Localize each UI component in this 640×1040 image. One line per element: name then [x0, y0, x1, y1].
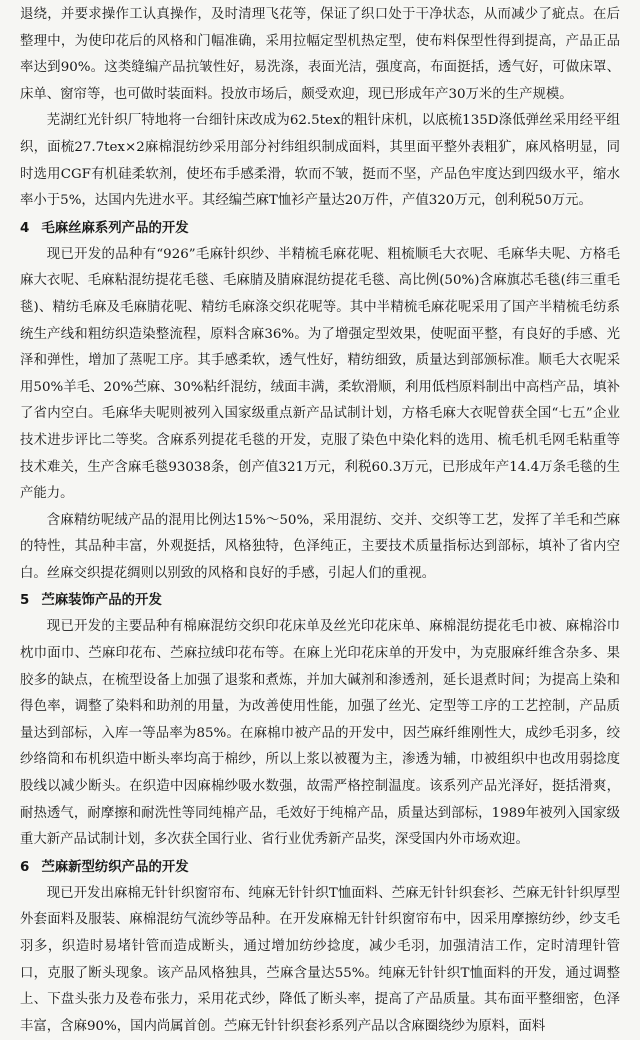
section-heading [20, 587, 620, 614]
section-title: 毛麻丝麻系列产品的开发 [41, 220, 189, 236]
body-paragraph: 退绕，并要求操作工认真操作，及时清理飞花等，保证了织口处于干净状态，从而减少了疵点。在后整理中，为使印花后的风格和门幅准确，采用拉幅定型机热定型，使布料保型性得到提高，产品正品率达到90%。这类缝编产品抗皱性好，易洗涤，表面光洁，强度高，布面挺括，透气好，可做床罩、床单、窗帘等，也可做时装面料。投放市场后，颇受欢迎，现已形成年产30万米的生产规模。 [20, 7, 620, 102]
body-paragraph: 现已开发的品种有“926”毛麻针织纱、半精梳毛麻花呢、粗梳顺毛大衣呢、毛麻华夫呢、方格毛麻大衣呢、毛麻粘混纺提花毛毯、毛麻腈及腈麻混纺提花毛毯、高比例(50%)含麻旗芯毛毯(纬三重毛毯)、精纺毛麻及毛麻腈花呢、精纺毛麻涤交织花呢等。其中半精梳毛麻花呢采用了国产半精梳毛纺系统生产线和粗纺织造染整流程，原料含麻36%。为了增强定型效果，使呢面平整，有良好的手感、光泽和弹性，增加了蒸呢工序。其手感柔软，透气性好，精纺细致，质量达到部颁标准。顺毛大衣呢采用50%羊毛、20%苎麻、30%粘纤混纺，绒面丰满，柔软滑顺，利用低档原料制出中高档产品，填补了省内空白。毛麻华夫呢则被列入国家级重点新产品试制计划，方格毛麻大衣呢曾获全国“七五”企业技术进步评比二等奖。含麻系列提花毛毯的开发，克服了染色中染化料的选用、梳毛机毛网毛粘重等技术难关，生产含麻毛毯93038条，创产值321万元，利税60.3万元，已形成年产14.4万条毛毯的生产能力。 [20, 246, 620, 502]
section-number: 4 [20, 220, 30, 236]
section-title: 苎麻装饰产品的开发 [41, 593, 162, 609]
body-paragraph: 现已开发出麻棉无针针织窗帘布、纯麻无针针织T恤面料、苎麻无针针织套衫、苎麻无针针织厚型外套面料及服装、麻棉混纺气流纱等品种。在开发麻棉无针针织窗帘布中，因采用摩擦纺纱，纱支毛羽多，织造时易堵针管而造成断头，通过增加纺纱捻度，减少毛羽，加强清洁工作，定时清理针管口，克服了断头现象。该产品风格独具，苎麻含量达55%。纯麻无针针织T恤面料的开发，通过调整上、下盘头张力及卷布张力，采用花式纱，降低了断头率，提高了产品质量。其布面平整细密，色泽丰富，含麻90%，国内尚属首创。苎麻无针针织套衫系列产品以含麻圈绕纱为原料，面料 [20, 885, 620, 1034]
body-paragraph: 芜湖红光针织厂特地将一台细针床改成为62.5tex的粗针床机，以底梳135D涤低弹丝采用经平组织，面梳27.7tex×2麻棉混纺纱采用部分衬纬组织制成面料，其里面平整外表粗犷，麻风格明显，同时选用CGF有机硅柔软剂，使坯布手感柔滑，软而不皱，挺而不坚，产品色牢度达到四级水平，缩水率小于5%，达国内先进水平。其经编苎麻T恤衫产量达20万件，产值320万元，创利税50万元。 [20, 113, 620, 209]
body-paragraph: 含麻精纺呢绒产品的混用比例达15%～50%，采用混纺、交并、交织等工艺，发挥了羊毛和苎麻的特性，其品种丰富，外观挺括，风格独特，色泽纯正，主要技术质量指标达到部标，填补了省内空白。丝麻交织提花绸则以别致的风格和良好的手感，引起人们的重视。 [20, 512, 620, 581]
section-heading [20, 215, 620, 242]
body-paragraph: 现已开发的主要品种有棉麻混纺交织印花床单及丝光印花床单、麻棉混纺提花毛巾被、麻棉浴巾枕巾面巾、苎麻印花布、苎麻拉绒印花布等。在麻上光印花床单的开发中，为克服麻纤维含杂多、果胶多的缺点，在梳型设备上加强了退浆和煮炼，并加大碱剂和渗透剂，延长退煮时间；为提高上染和得色率，调整了染料和助剂的用量，为改善使用性能，加强了丝光、定型等工序的工艺控制，产品质量达到部标，入库一等品率为85%。在麻棉巾被产品的开发中，因苎麻纤维刚性大，成纱毛羽多，绞纱络筒和布机织造中断头率均高于棉纱，所以上浆以被覆为主，渗透为辅，巾被组织中也改用弱捻度股线以减少断头。在织造中因麻棉纱吸水数强，故需严格控制温度。该系列产品光泽好，挺括滑爽，耐热透气，耐摩擦和耐洗性等同纯棉产品，毛效好于纯棉产品，质量达到部标，1989年被列入国家级重大新产品试制计划，多次获全国行业、省行业优秀新产品奖，深受国内外市场欢迎。 [20, 619, 620, 848]
section-number: 5 [20, 593, 30, 609]
section-heading [20, 854, 620, 881]
section-number: 6 [20, 859, 30, 875]
section-title: 苎麻新型纺织产品的开发 [41, 859, 189, 875]
